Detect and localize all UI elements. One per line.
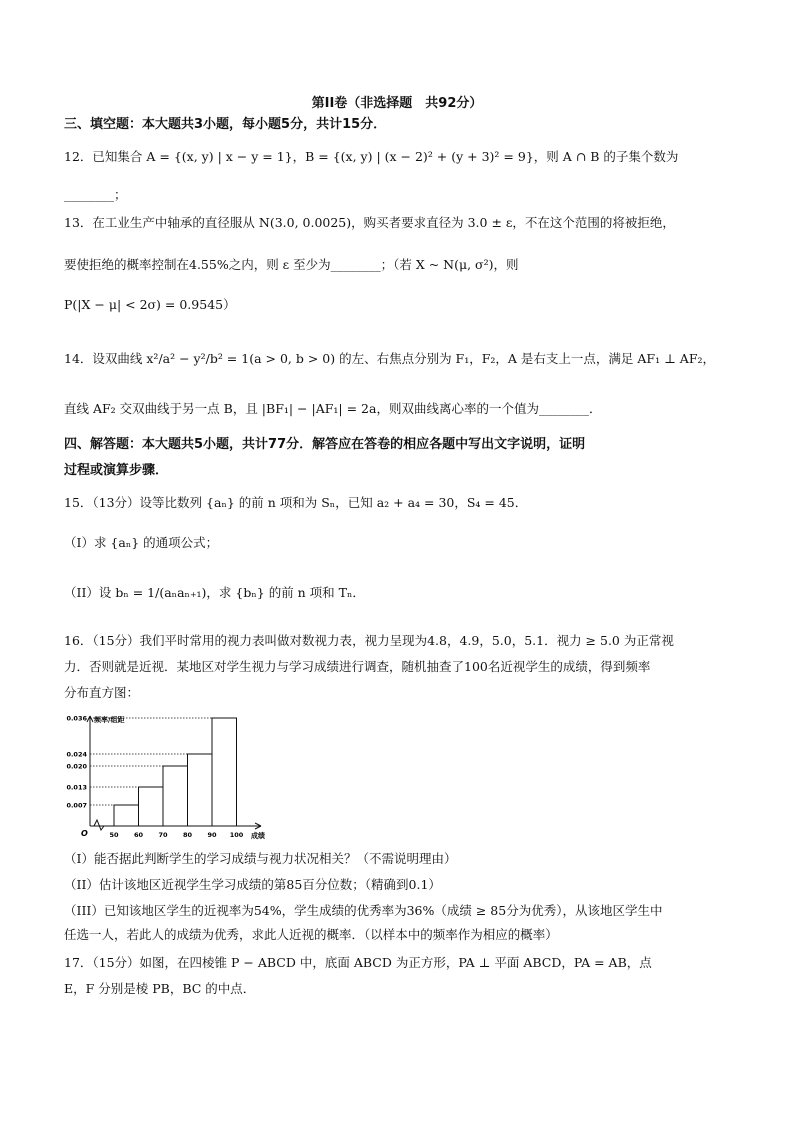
q13-line3: P(|X − μ| < 2σ) = 0.9545）	[64, 297, 236, 312]
x-tick-label: 90	[207, 831, 217, 839]
x-tick-label: 100	[229, 831, 244, 839]
histogram-bar	[163, 766, 188, 826]
q12-line1: 12．已知集合 A = {(x, y) | x − y = 1}，B = {(x, y) | (x − 2)² + (y + 3)² = 9}，则 A ∩ B 的子集个数为	[64, 149, 679, 164]
q14-line1: 14．设双曲线 x²/a² − y²/b² = 1(a > 0, b > 0) 的左、右焦点分别为 F₁，F₂，A 是右支上一点，满足 AF₁ ⊥ AF₂，	[64, 351, 716, 366]
q16-part3-line1: （III）已知该地区学生的近视率为54%，学生成绩的优秀率为36%（成绩 ≥ 85分为优秀），从该地区学生中	[64, 903, 663, 918]
q14-line2: 直线 AF₂ 交双曲线于另一点 B，且 |BF₁| − |AF₁| = 2a，则双曲线离心率的一个值为________．	[64, 401, 602, 416]
q17-line1: 17．（15分）如图，在四棱锥 P − ABCD 中，底面 ABCD 为正方形，PA ⊥ 平面 ABCD，PA = AB，点	[64, 955, 652, 970]
q17-line2: E，F 分别是棱 PB，BC 的中点．	[64, 981, 256, 996]
x-axis-label: 成绩	[251, 832, 265, 840]
q16-line1: 16．（15分）我们平时常用的视力表叫做对数视力表，视力呈现为4.8，4.9，5.0，5.1．视力 ≥ 5.0 为正常视	[64, 633, 674, 648]
y-tick-label: 0.036	[66, 714, 87, 723]
q15-part1: （I）求 {aₙ} 的通项公式；	[64, 535, 219, 550]
q16-line2: 力．否则就是近视．某地区对学生视力与学习成绩进行调查，随机抽查了100名近视学生的成绩，得到频率	[64, 659, 651, 674]
histogram-bar	[139, 787, 164, 826]
q16-part3-line2: 任选一人，若此人的成绩为优秀，求此人近视的概率．（以样本中的频率作为相应的概率）	[64, 927, 558, 942]
x-tick-label: 70	[158, 831, 168, 839]
q13-line1: 13．在工业生产中轴承的直径服从 N(3.0, 0.0025)，购买者要求直径为 3.0 ± ε，不在这个范围的将被拒绝，	[64, 215, 675, 230]
q16-part1: （I）能否据此判断学生的学习成绩与视力状况相关？（不需说明理由）	[64, 851, 457, 866]
axis-break-mark	[94, 820, 104, 830]
q16-line3: 分布直方图：	[64, 685, 140, 700]
y-tick-label: 0.020	[66, 762, 87, 771]
q12-line2: ________；	[64, 187, 127, 202]
q15-stem: 15．（13分）设等比数列 {aₙ} 的前 n 项和为 Sₙ，已知 a₂ + a₄ = 30，S₄ = 45．	[64, 495, 528, 510]
part-title: 第II卷（非选择题 共92分）	[311, 96, 483, 111]
frequency-histogram	[64, 712, 304, 842]
histogram-bar	[188, 754, 213, 826]
x-tick-label: 50	[109, 831, 119, 839]
origin-label: O	[81, 829, 88, 838]
section-4-heading-line2: 过程或演算步骤．	[64, 463, 169, 478]
y-tick-label: 0.013	[66, 783, 87, 792]
x-tick-label: 60	[133, 831, 144, 839]
y-axis-label: 频率/组距	[94, 716, 125, 724]
q15-part2: （II）设 bₙ = 1/(aₙaₙ₊₁)，求 {bₙ} 的前 n 项和 Tₙ．	[64, 585, 365, 600]
section-4-heading-line1: 四、解答题：本大题共5小题，共计77分．解答应在答卷的相应各题中写出文字说明，证明	[64, 437, 586, 452]
q16-part2: （II）估计该地区近视学生学习成绩的第85百分位数；（精确到0.1）	[64, 877, 441, 892]
q13-line2: 要使拒绝的概率控制在4.55%之内，则 ε 至少为________；（若 X ~ N(μ, σ²)，则	[64, 257, 519, 272]
y-tick-label: 0.024	[66, 750, 87, 759]
histogram-bar	[114, 805, 139, 826]
y-tick-label: 0.007	[66, 801, 87, 810]
x-tick-label: 80	[182, 831, 193, 839]
section-3-heading: 三、填空题：本大题共3小题，每小题5分，共计15分．	[64, 117, 387, 132]
histogram-bar	[212, 718, 237, 826]
